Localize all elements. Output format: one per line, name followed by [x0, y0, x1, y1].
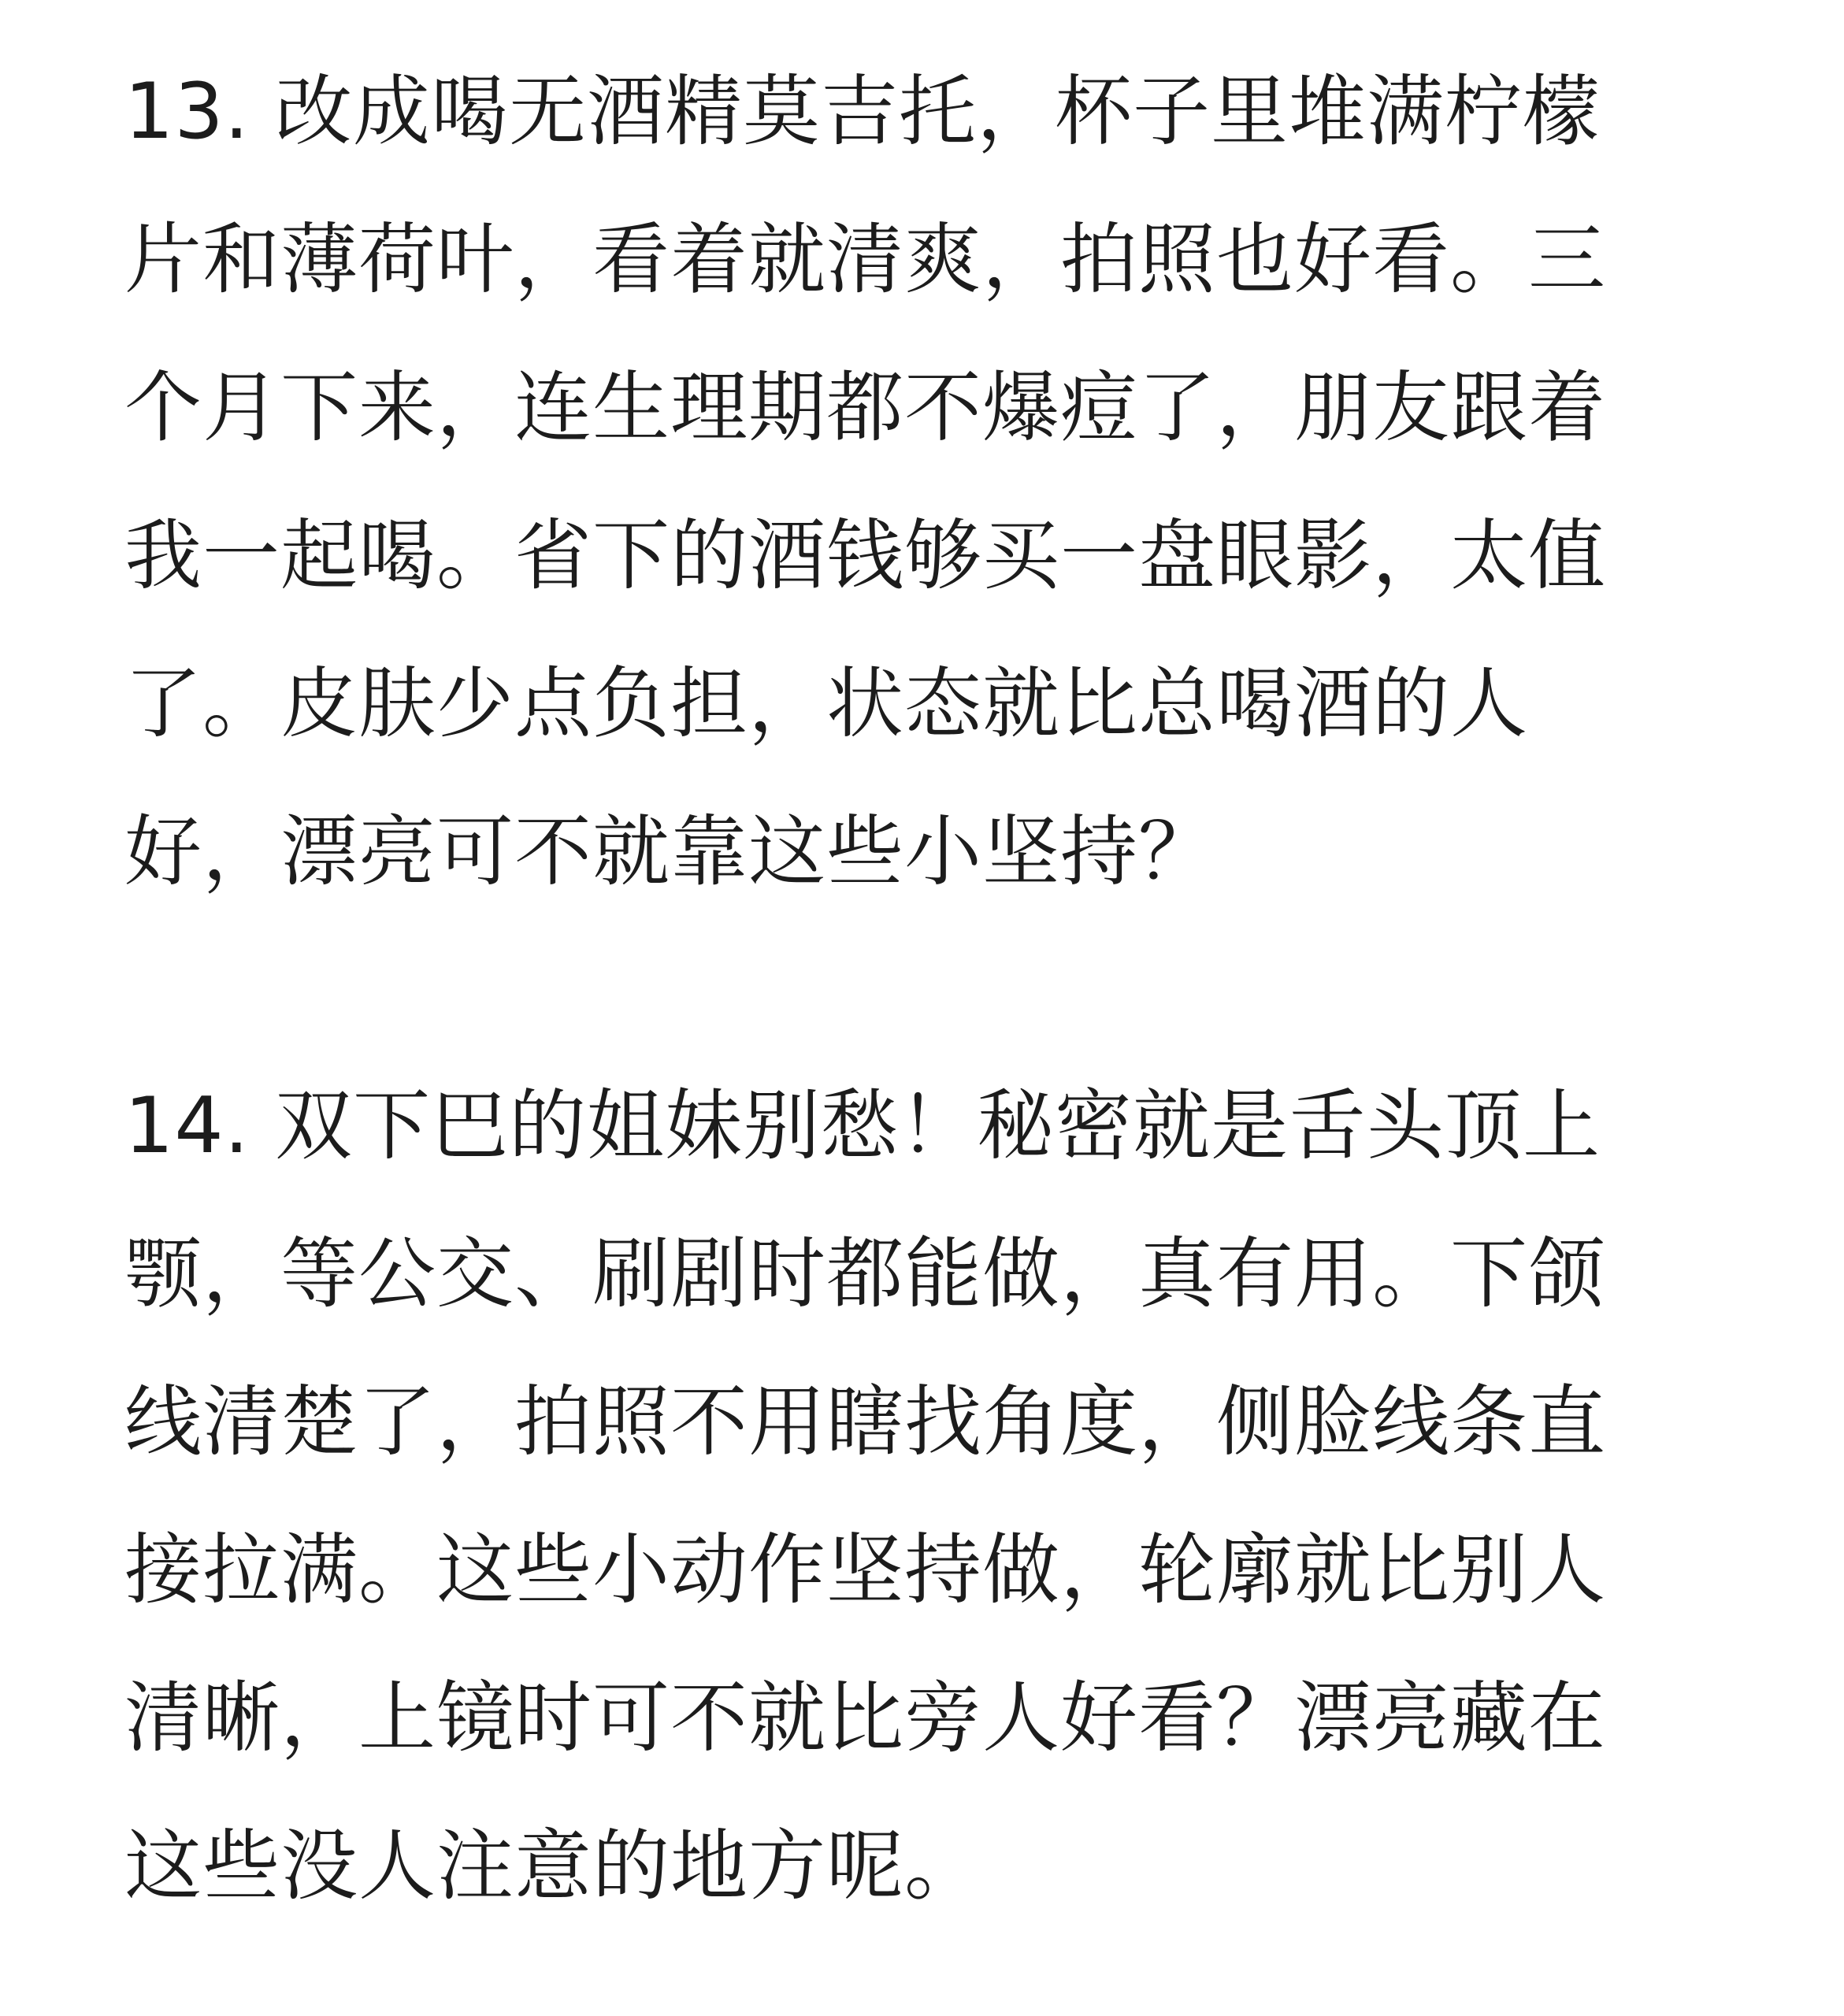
- text-line: 我一起喝。省下的酒钱够买一盘眼影，太值: [124, 511, 1607, 601]
- text-line: 接拉满。这些小动作坚持做，轮廓就比别人: [124, 1525, 1607, 1615]
- text-line: 颚，等公交、刷剧时都能做，真有用。下颌: [124, 1229, 1607, 1319]
- text-line: 清晰，上镜时可不就比旁人好看？漂亮藏在: [124, 1673, 1607, 1763]
- paragraph-13: [124, 38, 1723, 926]
- paragraph-14: [124, 1052, 1723, 1940]
- text-line: 好，漂亮可不就靠这些小坚持？: [124, 807, 1217, 897]
- text-line: 了。皮肤少点负担，状态就比总喝酒的人: [124, 659, 1529, 749]
- text-line: 这些没人注意的地方呢。: [124, 1821, 983, 1911]
- text-line: 线清楚了，拍照不用瞎找角度，侧脸线条直: [124, 1377, 1607, 1467]
- text-line: 14. 双下巴的姐妹别愁！秘密就是舌头顶上: [124, 1081, 1601, 1171]
- text-line: 个月下来，连生理期都不爆痘了，朋友跟着: [124, 363, 1607, 453]
- text-line: 片和薄荷叶，看着就清爽，拍照也好看。三: [124, 215, 1607, 305]
- text-line: 13. 改成喝无酒精莫吉托，杯子里堆满柠檬: [124, 67, 1601, 157]
